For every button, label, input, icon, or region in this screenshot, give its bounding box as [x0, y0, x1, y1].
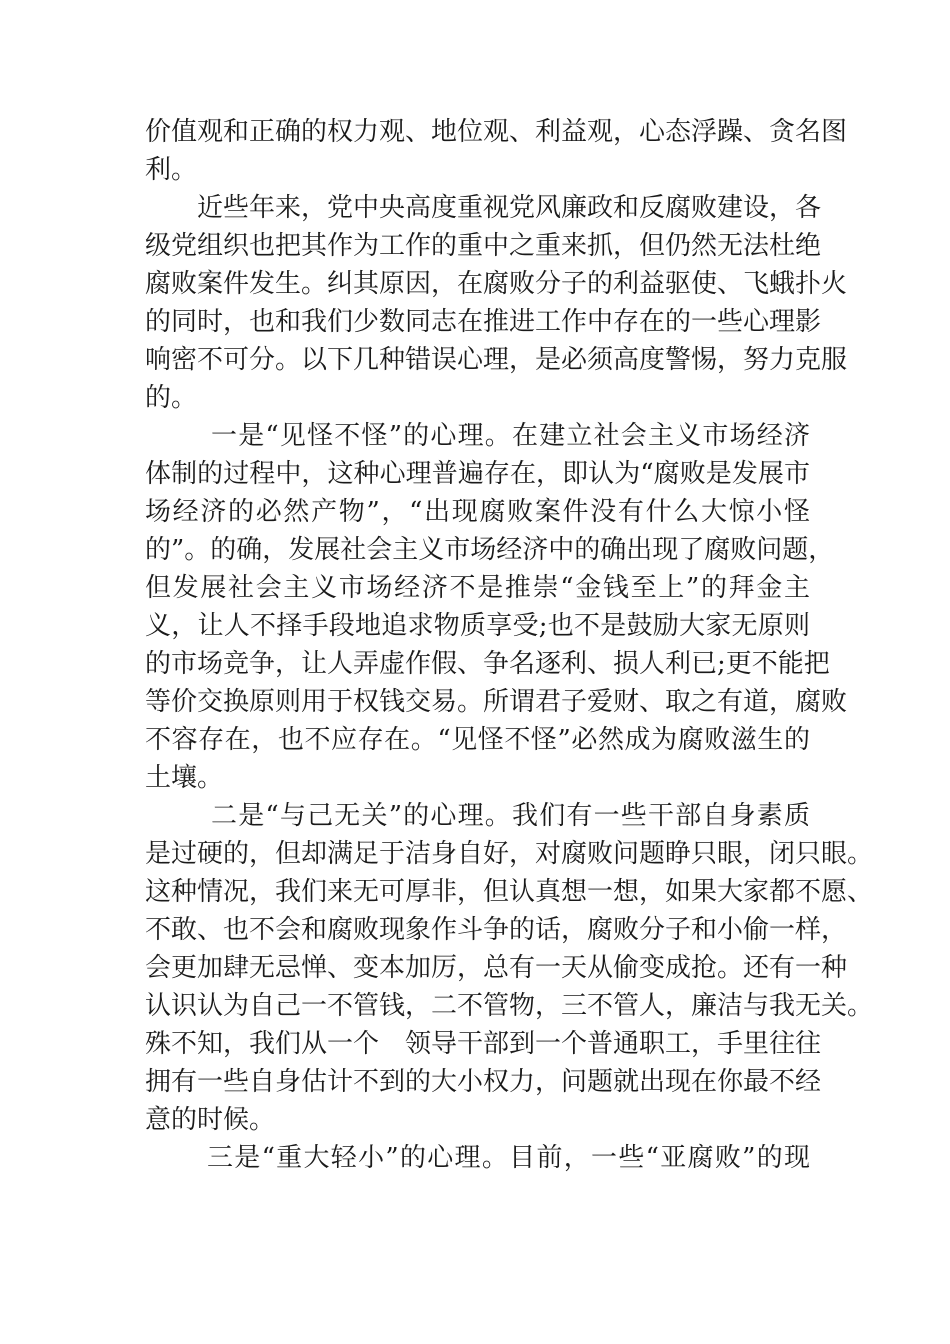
paragraph-start: 近些年来，党中央高度重视党风廉政和反腐败建设，各 [197, 193, 822, 223]
text-line: 不容存在，也不应存在。“见怪不怪”必然成为腐败滋生的 [145, 725, 810, 755]
text-line: 的”。的确，发展社会主义市场经济中的确出现了腐败问题， [145, 535, 835, 565]
text-line: 不敢、也不会和腐败现象作斗争的话，腐败分子和小偷一样， [145, 915, 848, 945]
text-line: 等价交换原则用于权钱交易。所谓君子爱财、取之有道，腐败 [145, 687, 848, 717]
paragraph-start: 二是“与己无关”的心理。我们有一些干部自身素质 [211, 801, 810, 831]
text-line: 利。 [145, 155, 198, 185]
text-line: 的市场竞争，让人弄虚作假、争名逐利、损人利已;更不能把 [145, 649, 830, 679]
text-line: 这种情况，我们来无可厚非，但认真想一想，如果大家都不愿、 [145, 877, 874, 907]
text-line: 价值观和正确的权力观、地位观、利益观，心态浮躁、贪名图 [145, 117, 848, 147]
text-line: 拥有一些自身估计不到的大小权力，问题就出现在你最不经 [145, 1067, 822, 1097]
text-line: 意的时候。 [145, 1105, 276, 1135]
paragraph-start: 一是“见怪不怪”的心理。在建立社会主义市场经济 [211, 421, 810, 451]
text-line: 响密不可分。以下几种错误心理，是必须高度警惕，努力克服 [145, 345, 848, 375]
text-line: 土壤。 [145, 763, 224, 793]
text-line: 的。 [145, 383, 198, 413]
text-line: 的同时，也和我们少数同志在推进工作中存在的一些心理影 [145, 307, 822, 337]
text-line: 但发展社会主义市场经济不是推崇“金钱至上”的拜金主 [145, 573, 810, 603]
text-line: 级党组织也把其作为工作的重中之重来抓，但仍然无法杜绝 [145, 231, 822, 261]
text-line: 腐败案件发生。纠其原因，在腐败分子的利益驱使、飞蛾扑火 [145, 269, 848, 299]
text-line: 义，让人不择手段地追求物质享受;也不是鼓励大家无原则 [145, 611, 810, 641]
text-line: 会更加肆无忌惮、变本加厉，总有一天从偷变成抢。还有一种 [145, 953, 848, 983]
text-line: 是过硬的，但却满足于洁身自好，对腐败问题睁只眼，闭只眼。 [145, 839, 874, 869]
text-line: 认识认为自己一不管钱，二不管物，三不管人，廉洁与我无关。 [145, 991, 874, 1021]
text-line: 场经济的必然产物”，“出现腐败案件没有什么大惊小怪 [145, 497, 810, 527]
text-line: 殊不知，我们从一个 领导干部到一个普通职工，手里往往 [145, 1029, 822, 1059]
paragraph-start: 三是“重大轻小”的心理。目前，一些“亚腐败”的现 [207, 1143, 810, 1173]
document-body [145, 113, 874, 1177]
text-line: 体制的过程中，这种心理普遍存在，即认为“腐败是发展市 [145, 459, 810, 489]
